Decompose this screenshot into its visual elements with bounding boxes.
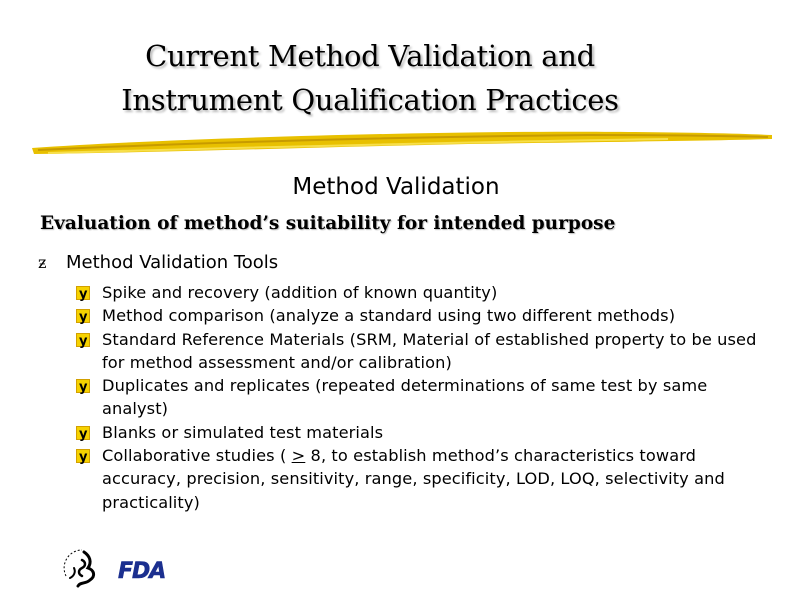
list-item — [76, 444, 776, 514]
checkbox-bullet-icon — [76, 449, 90, 463]
slide-title-line-1: Current Method Validation and — [145, 39, 595, 73]
fda-logo-icon — [116, 555, 178, 583]
list-item-text: Method comparison (analyze a standard using two different methods) — [102, 306, 676, 326]
collab-text-after: 8, to establish method’s characteristics toward accuracy, precision, sensitivity, range, specificity, LOD, LOQ, selectivity and practicality) — [102, 446, 725, 512]
list-item — [76, 421, 776, 444]
sub-bullet-list — [76, 281, 776, 514]
checkbox-bullet-icon — [76, 379, 90, 393]
checkbox-bullet-icon — [76, 333, 90, 347]
list-item-text: Spike and recovery (addition of known quantity) — [102, 283, 498, 302]
checkbox-bullet-icon — [76, 286, 90, 300]
checkbox-bullet-icon — [76, 426, 90, 440]
title-underline-brushstroke — [28, 126, 776, 160]
list-item — [76, 304, 776, 327]
checkbox-bullet-icon — [76, 309, 90, 323]
list-item — [76, 328, 776, 375]
list-item — [76, 374, 776, 421]
slide-title-line-2: Instrument Qualification Practices — [121, 83, 619, 117]
main-bullet-label: Method Validation Tools — [66, 252, 279, 273]
list-item — [76, 281, 776, 304]
main-bullet — [38, 250, 278, 276]
section-subtitle: Evaluation of method’s suitability for intended purpose — [40, 213, 616, 234]
greater-or-equal-symbol: > — [291, 446, 306, 466]
list-item-text: Blanks or simulated test materials — [102, 422, 384, 442]
list-item-text: Duplicates and replicates (repeated determinations of same test by same analyst) — [102, 376, 708, 419]
section-heading: Method Validation — [292, 174, 500, 200]
list-item-text: Standard Reference Materials (SRM, Material of established property to be used for method assessment and/or calibration) — [102, 329, 757, 372]
hhs-eagle-logo-icon — [60, 546, 106, 592]
fda-logo-text: FDA — [118, 559, 166, 583]
collab-text-before: Collaborative studies ( — [102, 446, 292, 466]
z-bullet-icon: ƶ — [38, 253, 47, 272]
